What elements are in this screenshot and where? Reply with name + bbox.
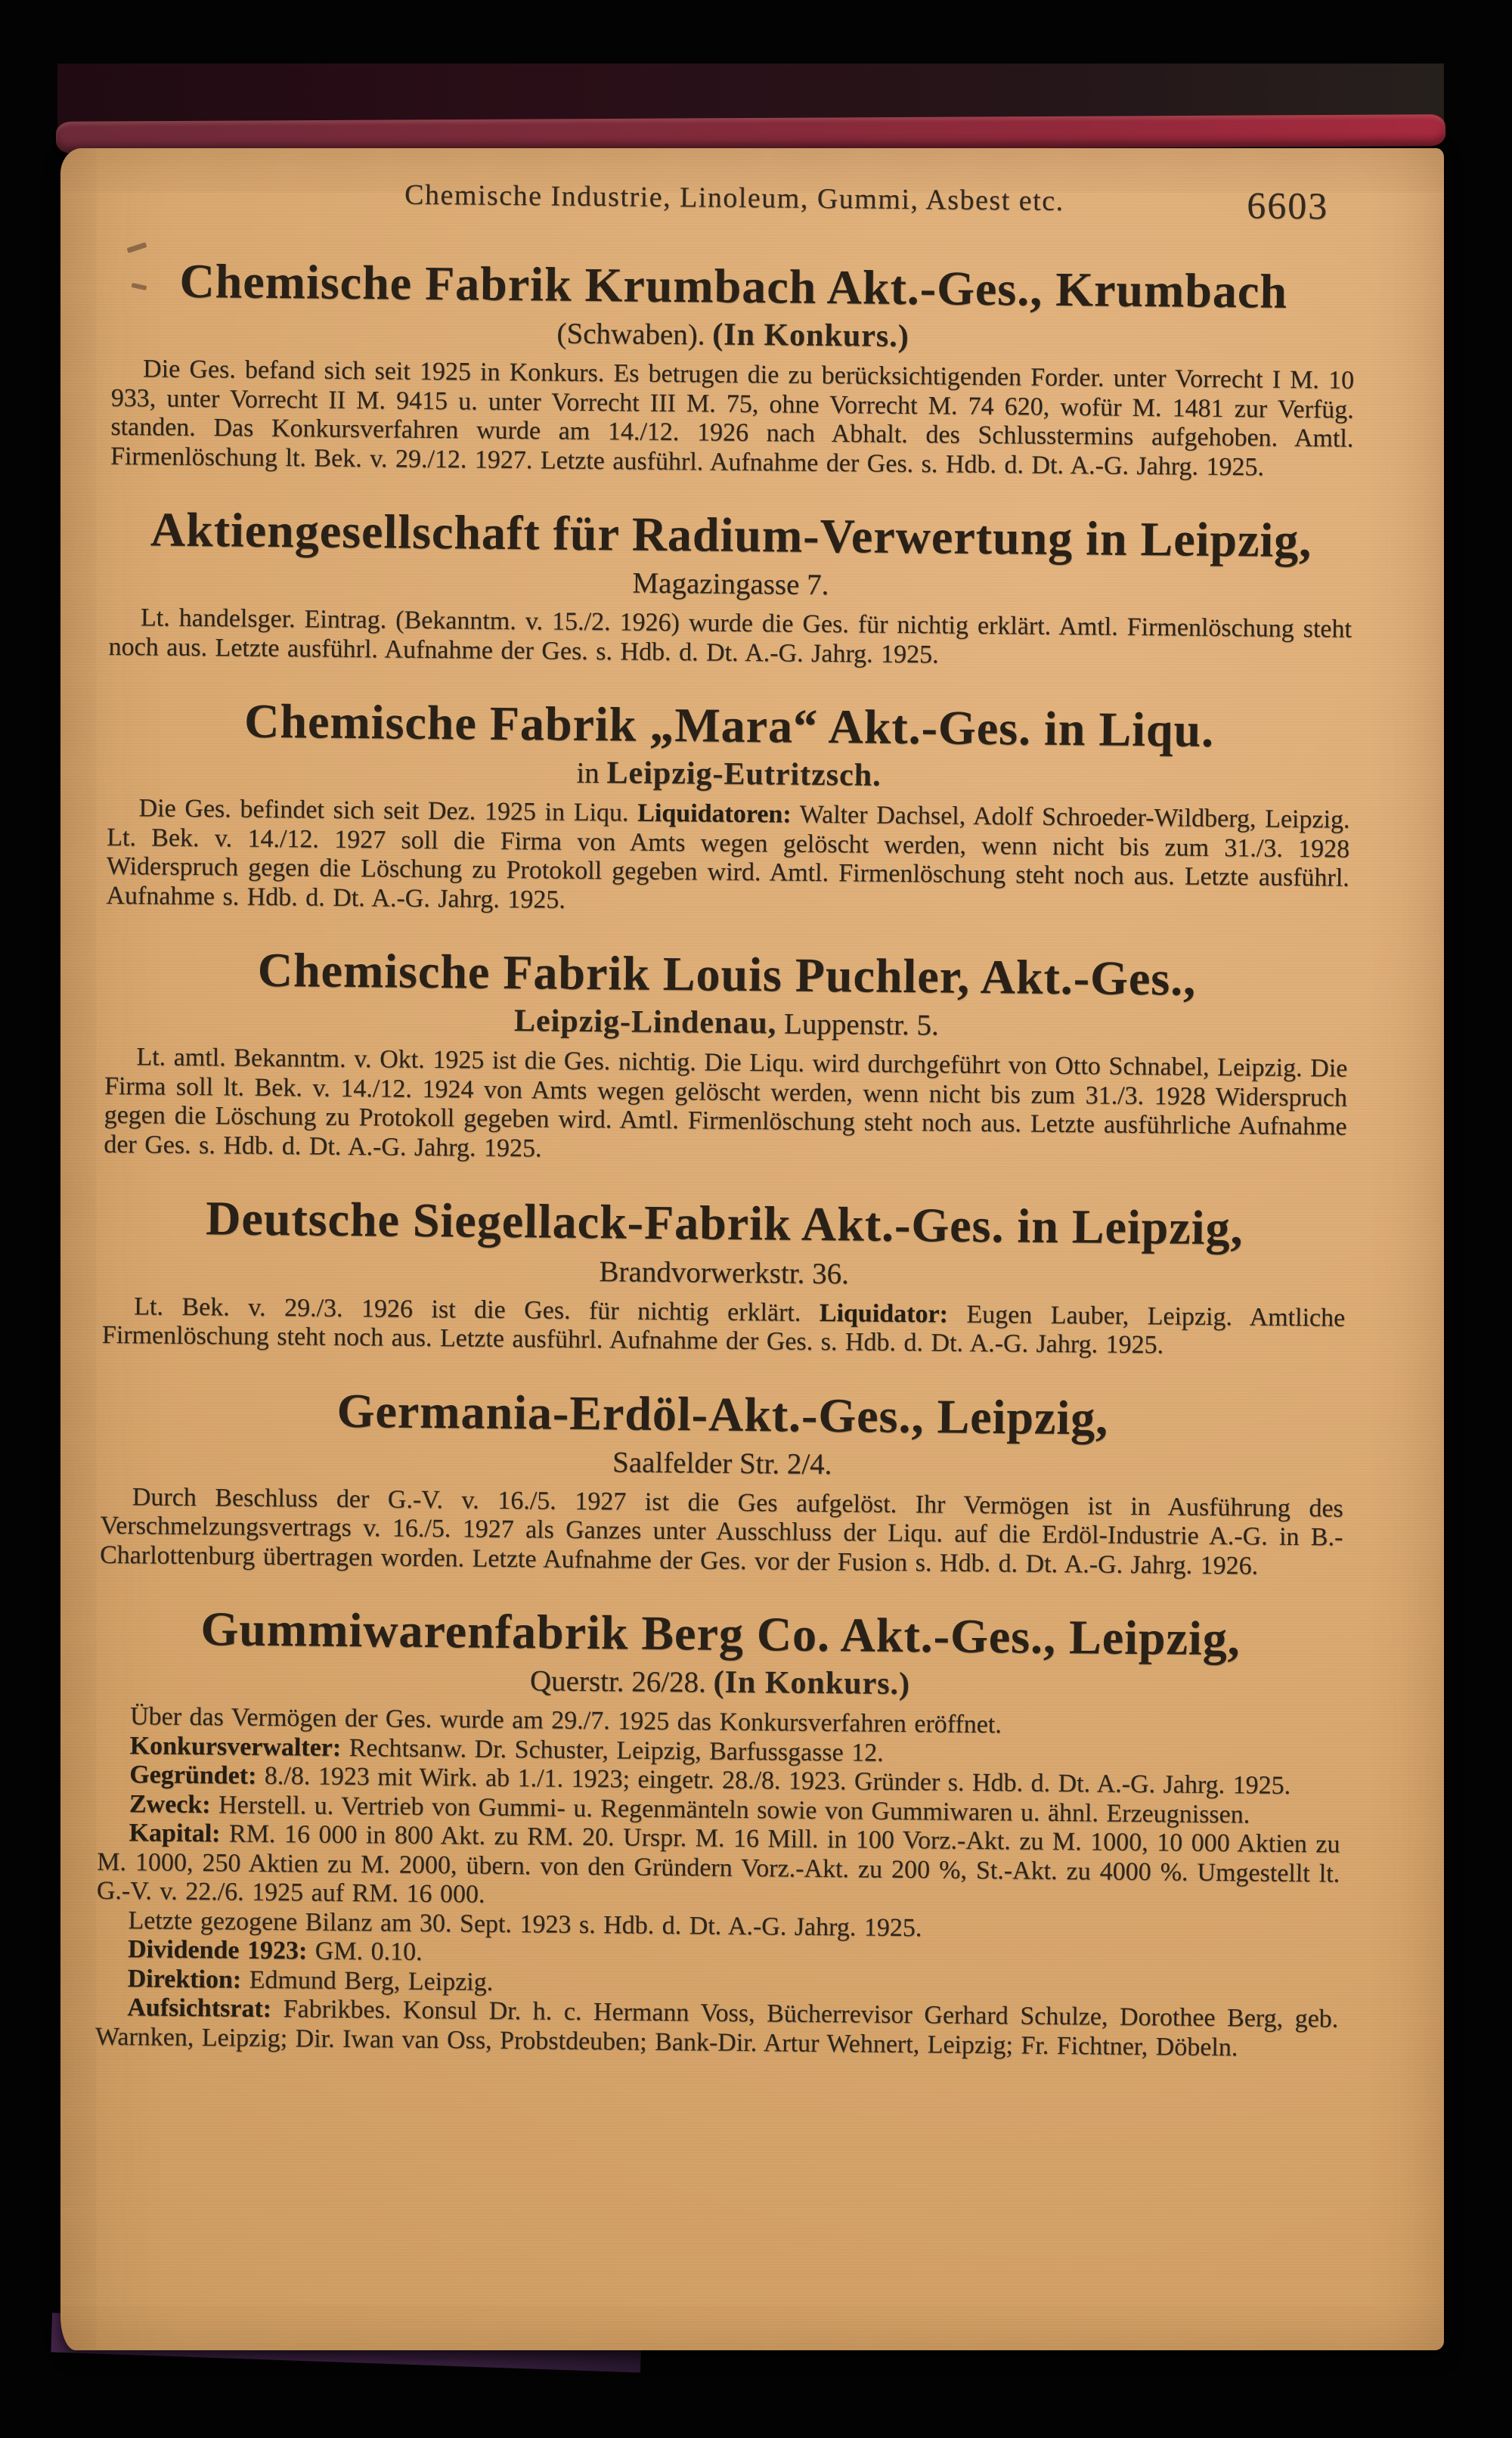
paragraph-text: Durch Beschluss der G.-V. v. 16./5. 1927 ist die Ges aufgelöst. Ihr Vermögen ist in Ausführung des Verschmelzungsvertrags v. 16./5. 1927 als Ganzes unter Ausschluss der Liqu. auf die Erdöl-Industrie A.-G. in B.-Charlottenburg übertragen worden. Letzte Aufnahme der Ges. vor der Fusion s. Hdb. d. Dt. A.-G. Jahrg. 1926. bbox=[99, 1482, 1343, 1580]
paragraph-text: Letzte gezogene Bilanz am 30. Sept. 1923 s. Hdb. d. Dt. A.-G. Jahrg. 1925. bbox=[128, 1906, 922, 1943]
paragraph-lead: Kapital: bbox=[129, 1819, 221, 1848]
entry-address bbox=[107, 750, 1350, 799]
entry-paragraph bbox=[108, 603, 1352, 674]
page-number: 6603 bbox=[1247, 184, 1329, 228]
entry-title: Chemische Fabrik „Mara“ Akt.-Ges. in Liqu. bbox=[243, 693, 1215, 758]
entry-title: Deutsche Siegellack-Fabrik Akt.-Ges. in Leipzig, bbox=[205, 1191, 1244, 1255]
paragraph-lead: Gegründet: bbox=[129, 1760, 257, 1791]
paragraph-text: Lt. Bek. v. 29./3. 1926 ist die Ges. für nichtig erklärt. bbox=[134, 1292, 820, 1327]
entry-krumbach bbox=[110, 254, 1356, 483]
entry-address bbox=[103, 1248, 1346, 1296]
entry-paragraph bbox=[102, 1292, 1346, 1362]
paragraph-text: 8./8. 1923 mit Wirk. ab 1./1. 1923; eingetr. 28./8. 1923. Gründer s. Hdb. d. Dt. A.-G. Jahrg. 1925. bbox=[256, 1762, 1291, 1801]
entry-mara bbox=[106, 693, 1351, 923]
entry-gummiwarenfabrik-berg bbox=[95, 1602, 1343, 2064]
address-text: Querstr. 26/28. bbox=[529, 1664, 714, 1699]
entry-paragraph bbox=[110, 355, 1354, 483]
paragraph-lead: Liquidator: bbox=[819, 1298, 949, 1329]
entry-title: Chemische Fabrik Krumbach Akt.-Ges., Krumbach bbox=[179, 253, 1288, 318]
address-text: Saalfelder Str. 2/4. bbox=[612, 1445, 832, 1481]
paragraph-lead: Konkursverwalter: bbox=[129, 1731, 342, 1762]
section-title: Chemische Industrie, Linoleum, Gummi, Asbest etc. bbox=[404, 178, 1064, 217]
entry-title: Chemische Fabrik Louis Puchler, Akt.-Ges., bbox=[257, 943, 1197, 1007]
page-content bbox=[60, 148, 1444, 2064]
paragraph-text: Rechtsanw. Dr. Schuster, Leipzig, Barfussgasse 12. bbox=[341, 1733, 884, 1767]
running-header bbox=[113, 175, 1356, 234]
entry-siegellack-fabrik bbox=[102, 1191, 1346, 1362]
paragraph-text: Die Ges. befand sich seit 1925 in Konkurs. Es betrugen die zu berücksichtigenden Forder. unter Vorrecht I M. 10 933, unter Vorrecht II M. 9415 u. unter Vorrecht III M. 75, ohne Vorrecht M. 74 620, wofür M. 1481 zur Verfüg. standen. Das Konkursverfahren wurde am 14./12. 1926 nach Abhalt. des Schlusstermins aufgehoben. Amtl. Firmenlöschung lt. Bek. v. 29./12. 1927. Letzte ausführl. Aufnahme der Ges. s. Hdb. d. Dt. A.-G. Jahrg. 1925. bbox=[110, 355, 1355, 482]
paragraph-text: Edmund Berg, Leipzig. bbox=[241, 1965, 494, 1996]
entry-address bbox=[101, 1438, 1343, 1487]
address-city: Leipzig-Eutritzsch. bbox=[606, 755, 881, 794]
address-text: (Schwaben). bbox=[556, 317, 713, 352]
paragraph-text: GM. 0.10. bbox=[307, 1937, 423, 1967]
paragraph-text: Eugen Lauber, Leipzig. Amtliche Firmenlöschung steht noch aus. Letzte ausführl. Aufnahme der Ges. s. Hdb. d. Dt. A.-G. Jahrg. 1925. bbox=[101, 1300, 1346, 1360]
address-text: Luppenstr. 5. bbox=[776, 1007, 939, 1042]
paragraph-text: Lt. handelsger. Eintrag. (Bekanntm. v. 15./2. 1926) wurde die Ges. für nichtig erklärt. Amtl. Firmenlöschung steht noch aus. Letzte ausführl. Aufnahme der Ges. s. Hdb. d. Dt. A.-G. Jahrg. 1925. bbox=[108, 603, 1352, 669]
scanned-page bbox=[60, 148, 1444, 2350]
entry-address bbox=[111, 311, 1354, 359]
address-text: Brandvorwerkstr. 36. bbox=[599, 1255, 850, 1290]
address-text: in bbox=[576, 757, 607, 790]
konkurs-note: (In Konkurs.) bbox=[713, 1664, 911, 1702]
entry-address bbox=[105, 999, 1348, 1047]
paragraph-text: RM. 16 000 in 800 Akt. zu RM. 20. Urspr. M. 16 Mill. in 100 Vorz.-Akt. zu M. 1000, 10 000 Aktien zu M. 1000, 250 Aktien zu M. 2000, übern. von den Gründern Vorz.-Akt. zu 200 %, St.-Akt. zu 4000 %. Umgestellt lt. G.-V. v. 22./6. 1925 auf RM. 16 000. bbox=[96, 1819, 1340, 1909]
entry-paragraph bbox=[106, 794, 1349, 923]
entry-title: Germania-Erdöl-Akt.-Ges., Leipzig, bbox=[336, 1383, 1109, 1445]
paragraph-text: Lt. amtl. Bekanntm. v. Okt. 1925 ist die Ges. nichtig. Die Liqu. wird durchgeführt von Otto Schnabel, Leipzig. Die Firma soll lt. Bek. v. 14./12. 1924 von Amts wegen gelöscht werden, wenn nicht bis zum 31./3. 1928 Widerspruch gegen die Löschung zu Protokoll gegeben wird. Amtl. Firmenlöschung steht noch aus. Letzte ausführliche Aufnahme der Ges. s. Hdb. d. Dt. A.-G. Jahrg. 1925. bbox=[104, 1043, 1348, 1163]
paragraph-lead: Zweck: bbox=[129, 1789, 211, 1819]
entry-radium-verwertung bbox=[108, 503, 1352, 674]
entry-title: Aktiengesellschaft für Radium-Verwertung in Leipzig, bbox=[150, 502, 1312, 568]
entry-louis-puchler bbox=[104, 942, 1349, 1171]
entry-title: Gummiwarenfabrik Berg Co. Akt.-Ges., Leipzig, bbox=[200, 1602, 1241, 1666]
paragraph-lead: Dividende 1923: bbox=[127, 1935, 308, 1965]
konkurs-note: (In Konkurs.) bbox=[712, 317, 909, 355]
paragraph-text: Über das Vermögen der Ges. wurde am 29./7. 1925 das Konkursverfahren eröffnet. bbox=[129, 1702, 1002, 1739]
address-city: Leipzig-Lindenau, bbox=[513, 1003, 777, 1041]
paragraph-lead: Direktion: bbox=[127, 1964, 242, 1994]
paragraph-text: Fabrikbes. Konsul Dr. h. c. Hermann Voss, Bücherrevisor Gerhard Schulze, Dorothee Berg, geb. Warnken, Leipzig; Dir. Iwan van Oss, Probstdeuben; Bank-Dir. Artur Wehnert, Leipzig; Fr. Fichtner, Döbeln. bbox=[94, 1995, 1339, 2062]
entry-address bbox=[98, 1658, 1341, 1707]
entry-paragraph bbox=[100, 1482, 1343, 1581]
entry-address bbox=[109, 560, 1352, 608]
paragraph-text: Die Ges. befindet sich seit Dez. 1925 in Liqu. bbox=[138, 794, 638, 827]
paragraph-lead: Liquidatoren: bbox=[637, 799, 792, 829]
entry-germania-erdoel bbox=[100, 1382, 1344, 1581]
paragraph-text: Herstell. u. Vertrieb von Gummi- u. Regenmänteln sowie von Gummiwaren u. ähnl. Erzeugnissen. bbox=[210, 1790, 1250, 1829]
entry-paragraph bbox=[95, 1993, 1339, 2064]
paragraph-lead: Aufsichtsrat: bbox=[127, 1993, 272, 2024]
paragraph-text: Walter Dachsel, Adolf Schroeder-Wildberg, Leipzig. Lt. Bek. v. 14./12. 1927 soll die Firma von Amts wegen gelöscht werden, wenn nicht bis zum 31./3. 1928 Widerspruch gegen die Löschung zu Protokoll gegeben wird. Amtl. Firmenlöschung steht noch aus. Letzte ausführl. Aufnahme s. Hdb. d. Dt. A.-G. Jahrg. 1925. bbox=[106, 800, 1350, 914]
entry-paragraph bbox=[97, 1819, 1340, 1918]
address-text: Magazingasse 7. bbox=[632, 566, 829, 602]
entry-paragraph bbox=[104, 1043, 1347, 1171]
